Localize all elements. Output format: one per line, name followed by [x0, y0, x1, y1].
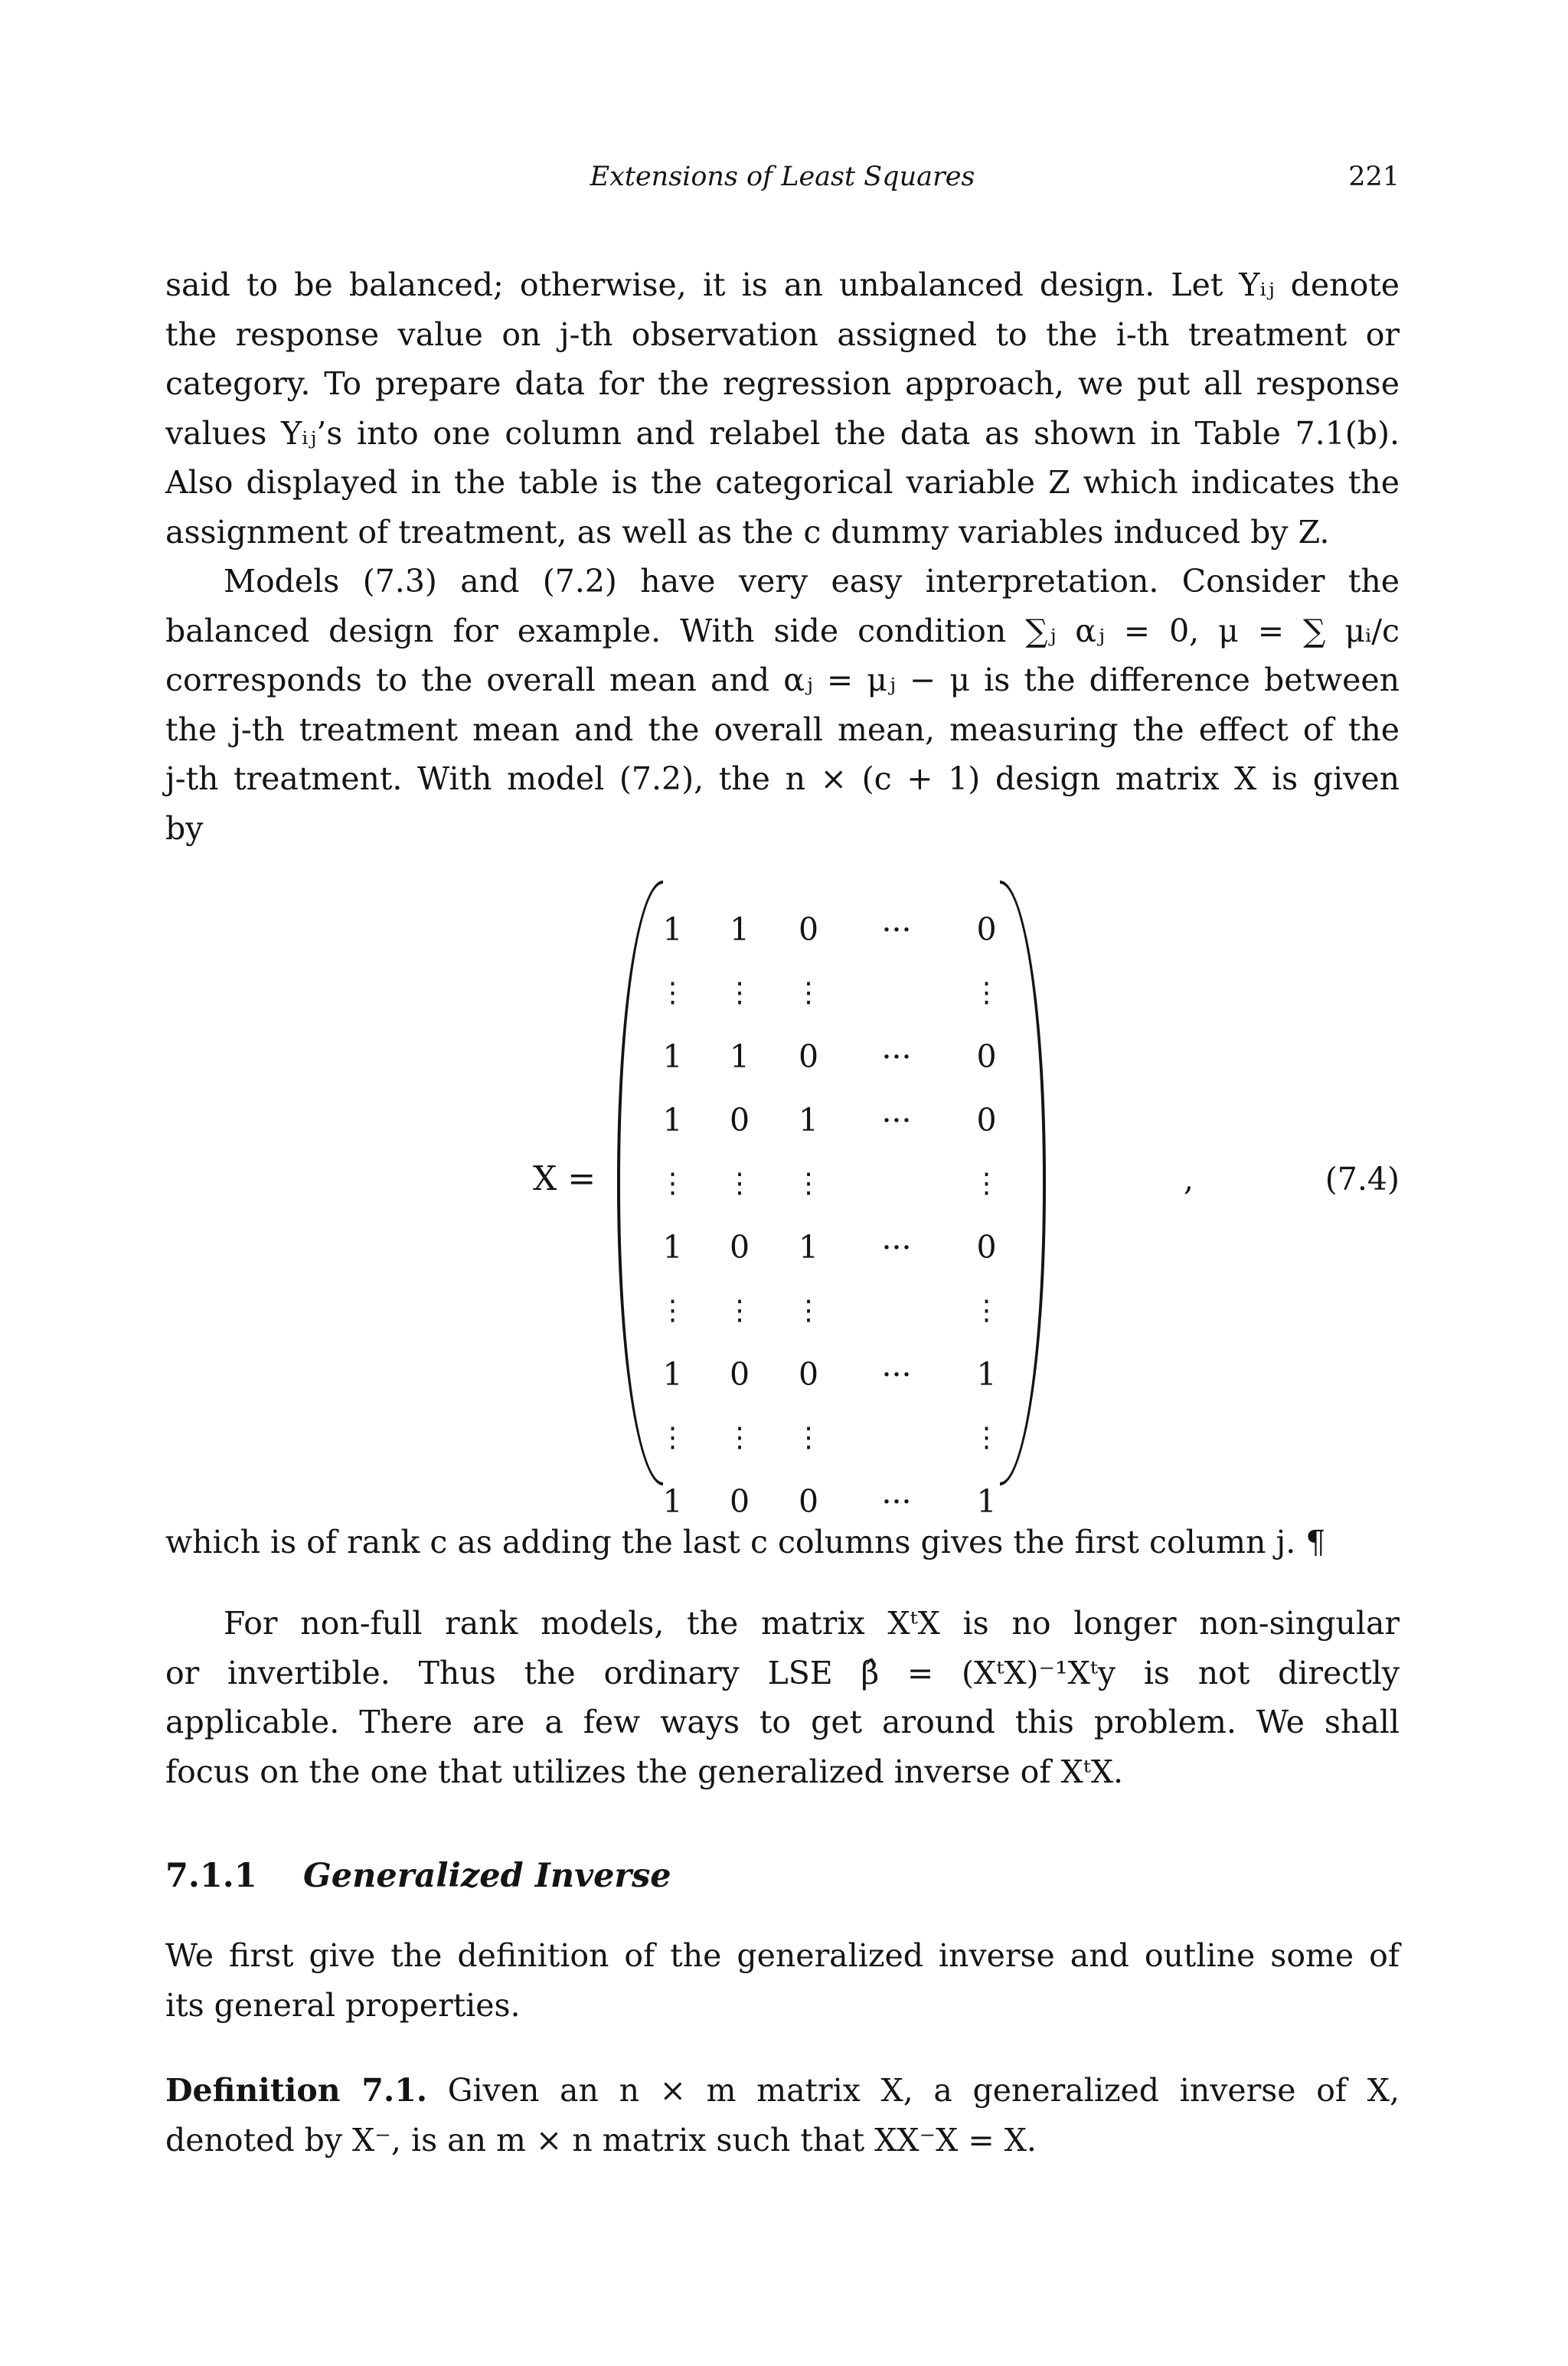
paragraph-non-full-rank	[165, 1599, 1400, 1796]
matrix-cell: ···	[881, 1355, 912, 1393]
matrix-cell: ···	[881, 1038, 912, 1075]
matrix-cell: 0	[976, 1101, 997, 1139]
matrix-cell: 0	[798, 1038, 819, 1075]
matrix-cell	[843, 961, 950, 1025]
matrix-cell	[843, 1279, 950, 1342]
matrix-cell: 0	[798, 1482, 819, 1520]
paragraph-intro-ginverse	[165, 1931, 1400, 2030]
matrix-cell: 0	[729, 1355, 750, 1393]
matrix-cell: 1	[662, 1355, 683, 1393]
matrix-cell: 0	[729, 1482, 750, 1520]
equation-comma: ,	[1184, 1161, 1194, 1198]
text-line: Models (7.3) and (7.2) have very easy interpretation. Consider the	[224, 563, 1400, 600]
definition-block	[165, 2066, 1400, 2165]
matrix-cell: ⋮	[658, 1421, 687, 1453]
matrix-cell: ···	[881, 1228, 912, 1266]
text-line: denoted by X⁻, is an m × n matrix such that XX⁻X = X.	[165, 2121, 1037, 2158]
matrix-cell: ⋮	[658, 1167, 687, 1199]
matrix-cell: ···	[881, 1482, 912, 1520]
matrix-cell: ⋮	[726, 1294, 753, 1326]
definition-line	[165, 2066, 1400, 2116]
paragraph-balanced-design	[165, 260, 1400, 557]
section-number: 7.1.1	[165, 1857, 257, 1895]
matrix-cell: 1	[976, 1482, 997, 1520]
matrix-cell: 0	[798, 910, 819, 948]
matrix-cell: 0	[976, 1038, 997, 1075]
definition-label: Definition 7.1.	[165, 2072, 428, 2109]
text-line: Also displayed in the table is the categorical variable Z which indicates the	[165, 464, 1400, 501]
page-number: 221	[1348, 162, 1400, 192]
paragraph-rank	[165, 1518, 1400, 1567]
matrix-cell: 0	[729, 1101, 750, 1139]
matrix-cell: ⋮	[972, 1167, 1001, 1199]
text-line: We first give the definition of the generalized inverse and outline some of	[165, 1937, 1400, 1974]
matrix-cell: 1	[662, 1101, 683, 1139]
matrix-cell: ⋮	[972, 1421, 1001, 1453]
matrix-grid	[640, 897, 1023, 1520]
running-head	[165, 158, 1400, 196]
matrix-cell: ···	[881, 1101, 912, 1139]
matrix-cell: 1	[729, 910, 750, 948]
matrix-cell: ⋮	[972, 976, 1001, 1008]
text-line: For non-full rank models, the matrix XᵗX is no longer non-singular	[224, 1605, 1400, 1642]
matrix-cell: ⋮	[726, 1421, 753, 1453]
text-line: applicable. There are a few ways to get around this problem. We shall	[165, 1704, 1400, 1740]
matrix-cell: ⋮	[658, 1294, 687, 1326]
matrix-cell: 1	[798, 1101, 819, 1139]
matrix-cell	[843, 1406, 950, 1469]
matrix-cell: 0	[976, 910, 997, 948]
matrix-cell	[843, 1152, 950, 1215]
text-line: by	[165, 809, 204, 847]
text-line: balanced design for example. With side condition ∑ⱼ αⱼ = 0, μ = ∑ μᵢ/c	[165, 612, 1400, 649]
text-line: or invertible. Thus the ordinary LSE β̂ = (XᵗX)⁻¹Xᵗy is not directly	[165, 1654, 1400, 1691]
section-heading	[165, 1853, 671, 1899]
equation-number: (7.4)	[1325, 1161, 1400, 1198]
text-line: category. To prepare data for the regression approach, we put all response	[165, 365, 1400, 402]
equation-design-matrix	[165, 881, 1400, 1520]
matrix-cell: ⋮	[726, 976, 753, 1008]
text-line: its general properties.	[165, 1986, 521, 2024]
text-line: the response value on j-th observation assigned to the i-th treatment or	[165, 315, 1400, 353]
matrix-cell: 0	[798, 1355, 819, 1393]
running-title: Extensions of Least Squares	[590, 162, 975, 192]
matrix-cell: ⋮	[795, 1294, 822, 1326]
matrix-cell: ⋮	[795, 1167, 822, 1199]
matrix-cell: 1	[798, 1228, 819, 1266]
matrix-cell: ⋮	[795, 976, 822, 1008]
definition-text: Given an n × m matrix X, a generalized inverse of X,	[447, 2072, 1400, 2109]
section-title: Generalized Inverse	[303, 1857, 671, 1895]
matrix-cell: 1	[662, 1482, 683, 1520]
matrix-cell: 1	[662, 1038, 683, 1075]
matrix-cell: 1	[729, 1038, 750, 1075]
text-line: assignment of treatment, as well as the c dummy variables induced by Z.	[165, 513, 1330, 551]
matrix-cell: ···	[881, 910, 912, 948]
matrix-cell: ⋮	[658, 976, 687, 1008]
matrix-cell: 0	[729, 1228, 750, 1266]
text-line: values Yᵢⱼ’s into one column and relabel the data as shown in Table 7.1(b).	[165, 414, 1400, 452]
matrix-cell: 0	[976, 1228, 997, 1266]
equation-lhs: X =	[533, 1159, 596, 1198]
matrix-cell: 1	[976, 1355, 997, 1393]
text-line: the j-th treatment mean and the overall mean, measuring the effect of the	[165, 711, 1400, 748]
matrix-cell: ⋮	[726, 1167, 753, 1199]
text-line: j-th treatment. With model (7.2), the n × (c + 1) design matrix X is given	[165, 760, 1400, 797]
paragraph-model-interpretation	[165, 557, 1400, 853]
text-line: which is of rank c as adding the last c columns gives the first column j. ¶	[165, 1524, 1326, 1560]
matrix-cell: ⋮	[795, 1421, 822, 1453]
text-line: focus on the one that utilizes the generalized inverse of XᵗX.	[165, 1753, 1124, 1790]
matrix-cell: 1	[662, 1228, 683, 1266]
matrix-cell: 1	[662, 910, 683, 948]
text-line: said to be balanced; otherwise, it is an unbalanced design. Let Yᵢⱼ denote	[165, 266, 1400, 303]
design-matrix	[617, 881, 1046, 1520]
matrix-cell: ⋮	[972, 1294, 1001, 1326]
text-line: corresponds to the overall mean and αⱼ = μⱼ − μ is the difference between	[165, 662, 1400, 698]
